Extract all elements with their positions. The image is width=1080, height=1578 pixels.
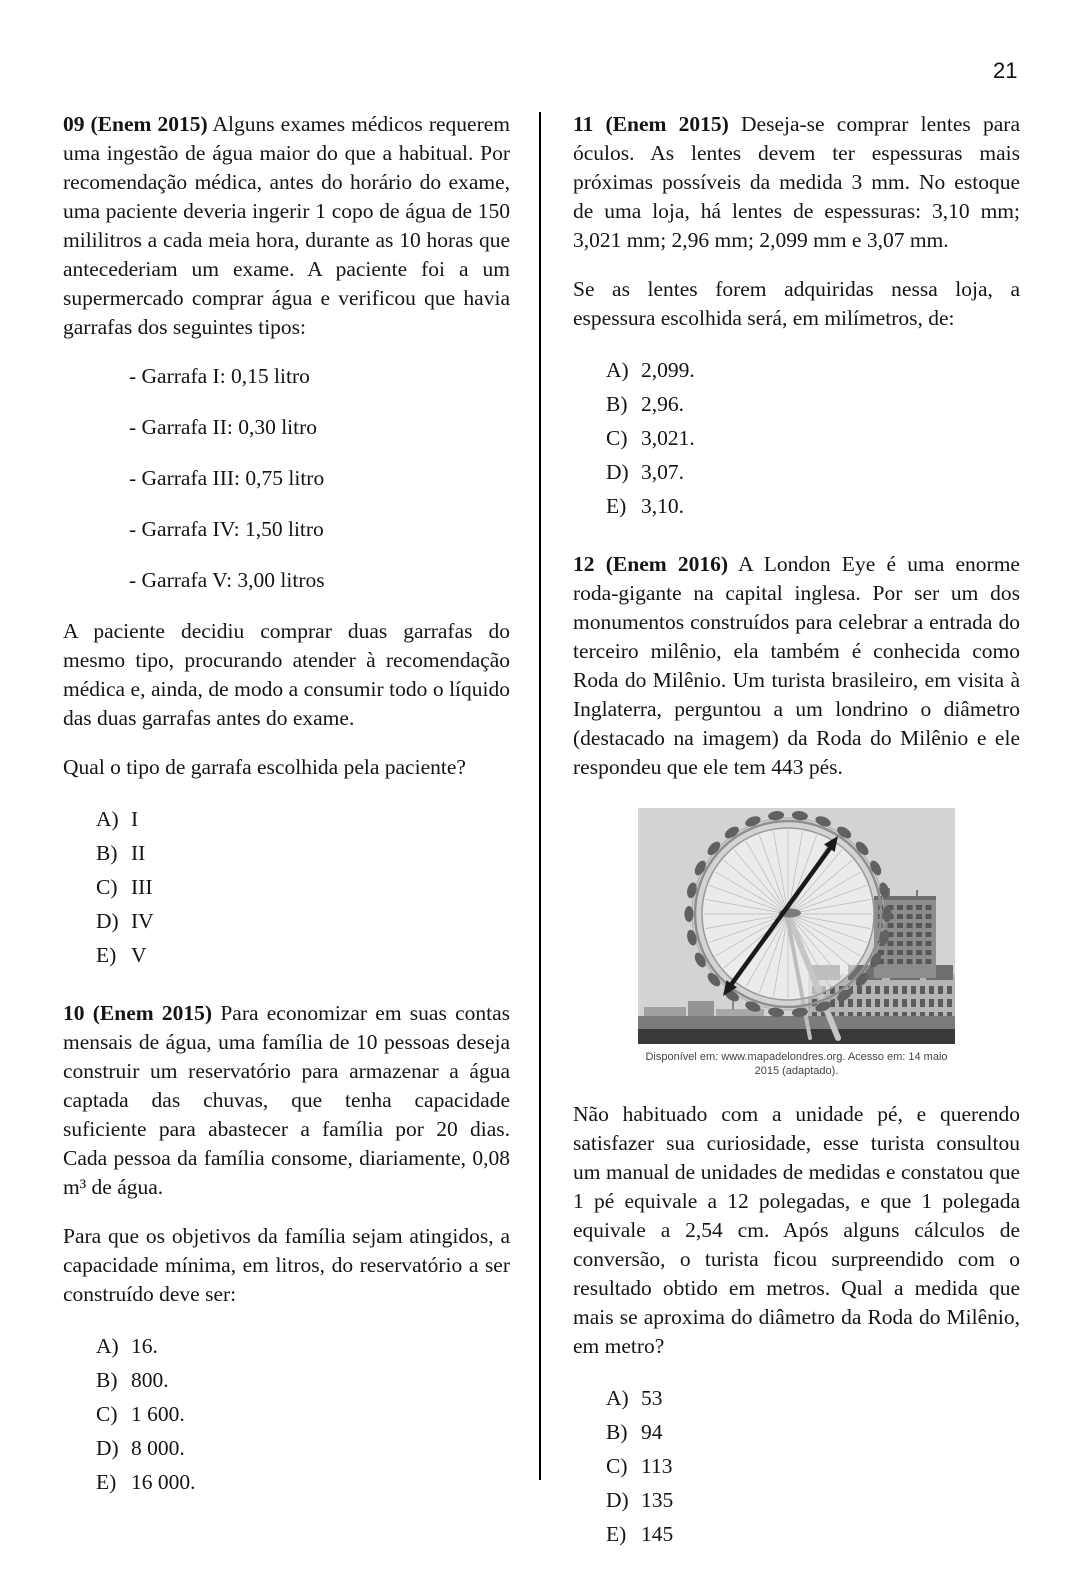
question-10 xyxy=(63,999,510,1499)
question-09-paragraph: A paciente decidiu comprar duas garrafas do mesmo tipo, procurando atender à recomendação médica e, ainda, de modo a consumir todo o líquido das duas garrafas antes do exame. xyxy=(63,619,510,730)
question-12-paragraph: Não habituado com a unidade pé, e querendo satisfazer sua curiosidade, esse turista consultou um manual de unidades de medidas e constatou que 1 pé equivale a 12 polegadas, e que 1 polegada equivale a 2,54 cm. Após alguns cálculos de conversão, o turista ficou surpreendido com o resultado obtido em metros. Qual a medida que mais se aproxima do diâmetro da Roda do Milênio, em metro? xyxy=(573,1102,1020,1358)
option-row xyxy=(606,1449,1020,1483)
question-11-prompt: Se as lentes forem adquiridas nessa loja, a espessura escolhida será, em milímetros, de: xyxy=(573,277,1020,330)
option-row xyxy=(96,836,510,870)
option-letter: A) xyxy=(606,358,629,382)
question-11-options xyxy=(606,353,1020,523)
option-value: 135 xyxy=(641,1488,674,1512)
option-row xyxy=(606,421,1020,455)
option-value: 2,96. xyxy=(641,392,684,416)
question-09-options xyxy=(96,802,510,972)
option-letter: C) xyxy=(606,426,628,450)
bottle-list-item: - Garrafa II: 0,30 litro xyxy=(129,415,318,439)
page-number: 21 xyxy=(993,58,1018,83)
option-value: 3,021. xyxy=(641,426,695,450)
option-value: 3,10. xyxy=(641,494,684,518)
option-row xyxy=(606,489,1020,523)
option-letter: D) xyxy=(606,1488,629,1512)
option-value: 1 600. xyxy=(131,1402,185,1426)
option-row xyxy=(96,1431,510,1465)
question-10-intro-text: Para economizar em suas contas mensais de água, uma família de 10 pessoas deseja construir um reservatório para armazenar a água captada das chuvas, que tenha capacidade suficiente para abastecer a família por 20 dias. Cada pessoa da família consome, diariamente, 0,08 m³ de água. xyxy=(63,1001,510,1199)
option-row xyxy=(606,1381,1020,1415)
option-value: V xyxy=(131,943,147,967)
option-value: III xyxy=(131,875,153,899)
question-11-intro-text: Deseja-se comprar lentes para óculos. As lentes devem ter espessuras mais próximas possíveis da medida 3 mm. No estoque de uma loja, há lentes de espessuras: 3,10 mm; 3,021 mm; 2,96 mm; 2,099 mm e 3,07 mm. xyxy=(573,112,1021,252)
question-09-intro xyxy=(63,110,510,342)
london-eye-photo xyxy=(638,808,955,1044)
option-value: 94 xyxy=(641,1420,663,1444)
option-value: 113 xyxy=(641,1454,673,1478)
option-letter: C) xyxy=(606,1454,628,1478)
question-12-intro xyxy=(573,550,1020,782)
option-row xyxy=(606,1517,1020,1551)
option-letter: B) xyxy=(96,1368,118,1392)
option-letter: E) xyxy=(96,1470,117,1494)
question-09 xyxy=(63,110,510,972)
option-letter: A) xyxy=(96,807,119,831)
question-11-intro xyxy=(573,110,1020,255)
bottle-list xyxy=(63,362,510,595)
question-10-lead: 10 (Enem 2015) xyxy=(63,1001,213,1025)
option-value: II xyxy=(131,841,146,865)
option-row xyxy=(606,1483,1020,1517)
column-divider xyxy=(539,112,541,1480)
london-eye-figure xyxy=(638,808,955,1078)
option-value: 3,07. xyxy=(641,460,684,484)
option-row xyxy=(96,1329,510,1363)
bottle-list-item: - Garrafa V: 3,00 litros xyxy=(129,568,325,592)
question-12-lead: 12 (Enem 2016) xyxy=(573,552,729,576)
ground xyxy=(638,1016,955,1044)
question-12-options xyxy=(606,1381,1020,1551)
option-letter: B) xyxy=(606,1420,628,1444)
option-value: 8 000. xyxy=(131,1436,185,1460)
option-value: 800. xyxy=(131,1368,169,1392)
option-value: 2,099. xyxy=(641,358,695,382)
right-column xyxy=(573,110,1020,1578)
option-row xyxy=(96,802,510,836)
option-letter: C) xyxy=(96,875,118,899)
figure-caption: Disponível em: www.mapadelondres.org. Acesso em: 14 maio 2015 (adaptado). xyxy=(645,1051,948,1077)
option-value: IV xyxy=(131,909,154,933)
option-row xyxy=(96,1363,510,1397)
option-row xyxy=(96,1465,510,1499)
option-letter: C) xyxy=(96,1402,118,1426)
question-12-intro-text: A London Eye é uma enorme roda-gigante na capital inglesa. Por ser um dos monumentos construídos para celebrar a entrada do terceiro milênio, ela também é conhecida como Roda do Milênio. Um turista brasileiro, em visita à Inglaterra, perguntou a um londrino o diâmetro (destacado na imagem) da Roda do Milênio e ele respondeu que ele tem 443 pés. xyxy=(573,552,1020,779)
option-letter: D) xyxy=(96,1436,119,1460)
option-row xyxy=(96,938,510,972)
question-10-prompt: Para que os objetivos da família sejam atingidos, a capacidade mínima, em litros, do reservatório a ser construído deve ser: xyxy=(63,1224,510,1306)
option-row xyxy=(606,353,1020,387)
question-11-lead: 11 (Enem 2015) xyxy=(573,112,729,136)
option-row xyxy=(606,387,1020,421)
option-row xyxy=(606,1415,1020,1449)
question-09-intro-text: Alguns exames médicos requerem uma ingestão de água maior do que a habitual. Por recomendação médica, antes do horário do exame, uma paciente deveria ingerir 1 copo de água de 150 mililitros a cada meia hora, durante as 10 horas que antecederiam um exame. A paciente foi a um supermercado comprar água e verificou que havia garrafas dos seguintes tipos: xyxy=(63,112,510,339)
option-letter: E) xyxy=(606,494,627,518)
option-value: 16. xyxy=(131,1334,158,1358)
option-letter: A) xyxy=(96,1334,119,1358)
option-value: 145 xyxy=(641,1522,674,1546)
question-10-options xyxy=(96,1329,510,1499)
option-value: I xyxy=(131,807,139,831)
option-row xyxy=(96,870,510,904)
bottle-list-item: - Garrafa III: 0,75 litro xyxy=(129,466,325,490)
option-letter: A) xyxy=(606,1386,629,1410)
option-letter: E) xyxy=(606,1522,627,1546)
option-letter: B) xyxy=(606,392,628,416)
option-row xyxy=(606,455,1020,489)
question-12 xyxy=(573,550,1020,1551)
question-11 xyxy=(573,110,1020,523)
option-row xyxy=(96,904,510,938)
bottle-list-item: - Garrafa IV: 1,50 litro xyxy=(129,517,324,541)
option-letter: D) xyxy=(606,460,629,484)
option-row xyxy=(96,1397,510,1431)
option-letter: D) xyxy=(96,909,119,933)
question-10-intro xyxy=(63,999,510,1202)
bottle-list-item: - Garrafa I: 0,15 litro xyxy=(129,364,310,388)
option-value: 53 xyxy=(641,1386,663,1410)
left-column xyxy=(63,110,510,1526)
option-value: 16 000. xyxy=(131,1470,196,1494)
option-letter: B) xyxy=(96,841,118,865)
option-letter: E) xyxy=(96,943,117,967)
question-09-lead: 09 (Enem 2015) xyxy=(63,112,208,136)
question-09-prompt: Qual o tipo de garrafa escolhida pela paciente? xyxy=(63,755,466,779)
